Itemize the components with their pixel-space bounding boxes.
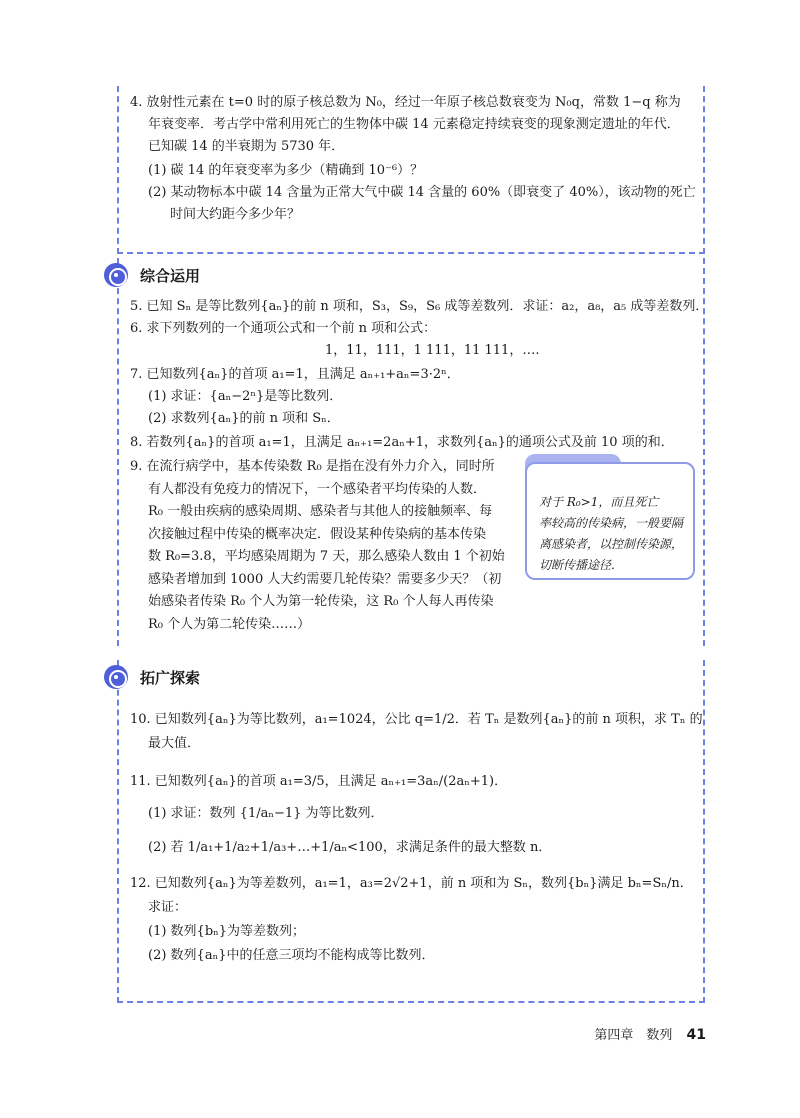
problem-11-part-2: (2) 若 1/a₁+1/a₂+1/a₃+…+1/aₙ<100，求满足条件的最大整数 n． xyxy=(148,840,552,855)
problem-4-part-2: (2) 某动物标本中碳 14 含量为正常大气中碳 14 含量的 60%（即衰变了 40%），该动物的死亡 xyxy=(148,185,696,200)
problem-9-line: R₀ 一般由疾病的感染周期、感染者与其他人的接触频率、每 xyxy=(148,504,493,519)
side-note-line: 离感染者，以控制传染源， xyxy=(539,537,684,551)
problem-9-line: 感染者增加到 1000 人大约需要几轮传染？需要多少天？（初 xyxy=(148,571,502,587)
problems-5-8 xyxy=(130,296,709,454)
problem-6-sequence: 1，11，111，1 111，11 111，…. xyxy=(325,343,540,358)
chapter-label: 第四章 数列 xyxy=(594,1028,673,1043)
side-note-line: 率较高的传染病，一般要隔 xyxy=(539,516,684,530)
problem-9-line: 始感染者传染 R₀ 个人为第一轮传染，这 R₀ 个人每人再传染 xyxy=(148,594,494,609)
problem-7-part-2: (2) 求数列{aₙ}的前 n 项和 Sₙ． xyxy=(148,411,340,426)
problem-9 xyxy=(130,456,516,636)
page-footer xyxy=(594,1024,706,1043)
problem-9-line: 次接触过程中传染的概率决定．假设某种传染病的基本传染 xyxy=(148,526,487,542)
problem-9-line: 有人都没有免疫力的情况下，一个感染者平均传染的人数． xyxy=(148,481,487,497)
section-icon xyxy=(104,263,128,287)
problem-11-part-1: (1) 求证：数列 {1/aₙ−1} 为等比数列． xyxy=(148,806,384,821)
problem-9-line: R₀ 个人为第二轮传染……） xyxy=(148,616,311,632)
problem-6: 6. 求下列数列的一个通项公式和一个前 n 项和公式： xyxy=(130,321,437,336)
problem-4-line: 4. 放射性元素在 t=0 时的原子核总数为 N₀，经过一年原子核总数衰变为 N₀q，常数 1−q 称为 xyxy=(130,95,681,110)
problem-9-line: 数 R₀=3.8，平均感染周期为 7 天，那么感染人数由 1 个初始 xyxy=(148,549,505,564)
side-note-text xyxy=(539,492,689,576)
problem-10-line: 最大值． xyxy=(148,736,201,751)
section-icon xyxy=(104,665,128,689)
problem-4-line: 时间大约距今多少年？ xyxy=(170,207,301,222)
problem-4 xyxy=(130,92,700,226)
section-title: 拓广探索 xyxy=(140,668,201,687)
problems-10-12 xyxy=(130,708,703,968)
section-heading-extension xyxy=(104,664,200,690)
problem-11: 11. 已知数列{aₙ}的首项 a₁=3/5，且满足 aₙ₊₁=3aₙ/(2aₙ+1)． xyxy=(130,774,508,789)
problem-8: 8. 若数列{aₙ}的首项 a₁=1，且满足 aₙ₊₁=2aₙ+1，求数列{aₙ}的通项公式及前 10 项的和． xyxy=(130,435,674,450)
problem-12-part-1: (1) 数列{bₙ}为等差数列； xyxy=(148,924,306,939)
problem-5: 5. 已知 Sₙ 是等比数列{aₙ}的前 n 项和，S₃，S₉，S₆ 成等差数列．求证：a₂，a₈，a₅ 成等差数列． xyxy=(130,299,709,314)
problem-4-line: 年衰变率．考古学中常利用死亡的生物体中碳 14 元素稳定持续衰变的现象测定遗址的年代． xyxy=(148,117,680,132)
section-title: 综合运用 xyxy=(140,266,201,285)
problem-12: 12. 已知数列{aₙ}为等差数列，a₁=1，a₃=2√2+1，前 n 项和为 Sₙ，数列{bₙ}满足 bₙ=Sₙ/n． xyxy=(130,876,693,891)
problem-10: 10. 已知数列{aₙ}为等比数列，a₁=1024，公比 q=1/2．若 Tₙ 是数列{aₙ}的前 n 项积，求 Tₙ 的 xyxy=(130,712,703,727)
problem-7: 7. 已知数列{aₙ}的首项 a₁=1，且满足 aₙ₊₁+aₙ=3·2ⁿ． xyxy=(130,367,460,382)
side-note-line: 对于 R₀>1，而且死亡 xyxy=(539,495,659,509)
section-heading-comprehensive xyxy=(104,262,200,288)
problem-12-line: 求证： xyxy=(148,900,188,915)
problem-9-line: 9. 在流行病学中，基本传染数 R₀ 是指在没有外力介入，同时所 xyxy=(130,459,495,474)
side-note xyxy=(525,462,695,580)
problem-4-part-1: (1) 碳 14 的年衰变率为多少（精确到 10⁻⁶）？ xyxy=(148,163,424,178)
page-number: 41 xyxy=(686,1027,706,1043)
problem-12-part-2: (2) 数列{aₙ}中的任意三项均不能构成等比数列． xyxy=(148,948,435,963)
problem-4-line: 已知碳 14 的半衰期为 5730 年． xyxy=(148,139,345,154)
problem-7-part-1: (1) 求证：{aₙ−2ⁿ}是等比数列． xyxy=(148,389,343,404)
side-note-line: 切断传播途径． xyxy=(539,558,624,572)
